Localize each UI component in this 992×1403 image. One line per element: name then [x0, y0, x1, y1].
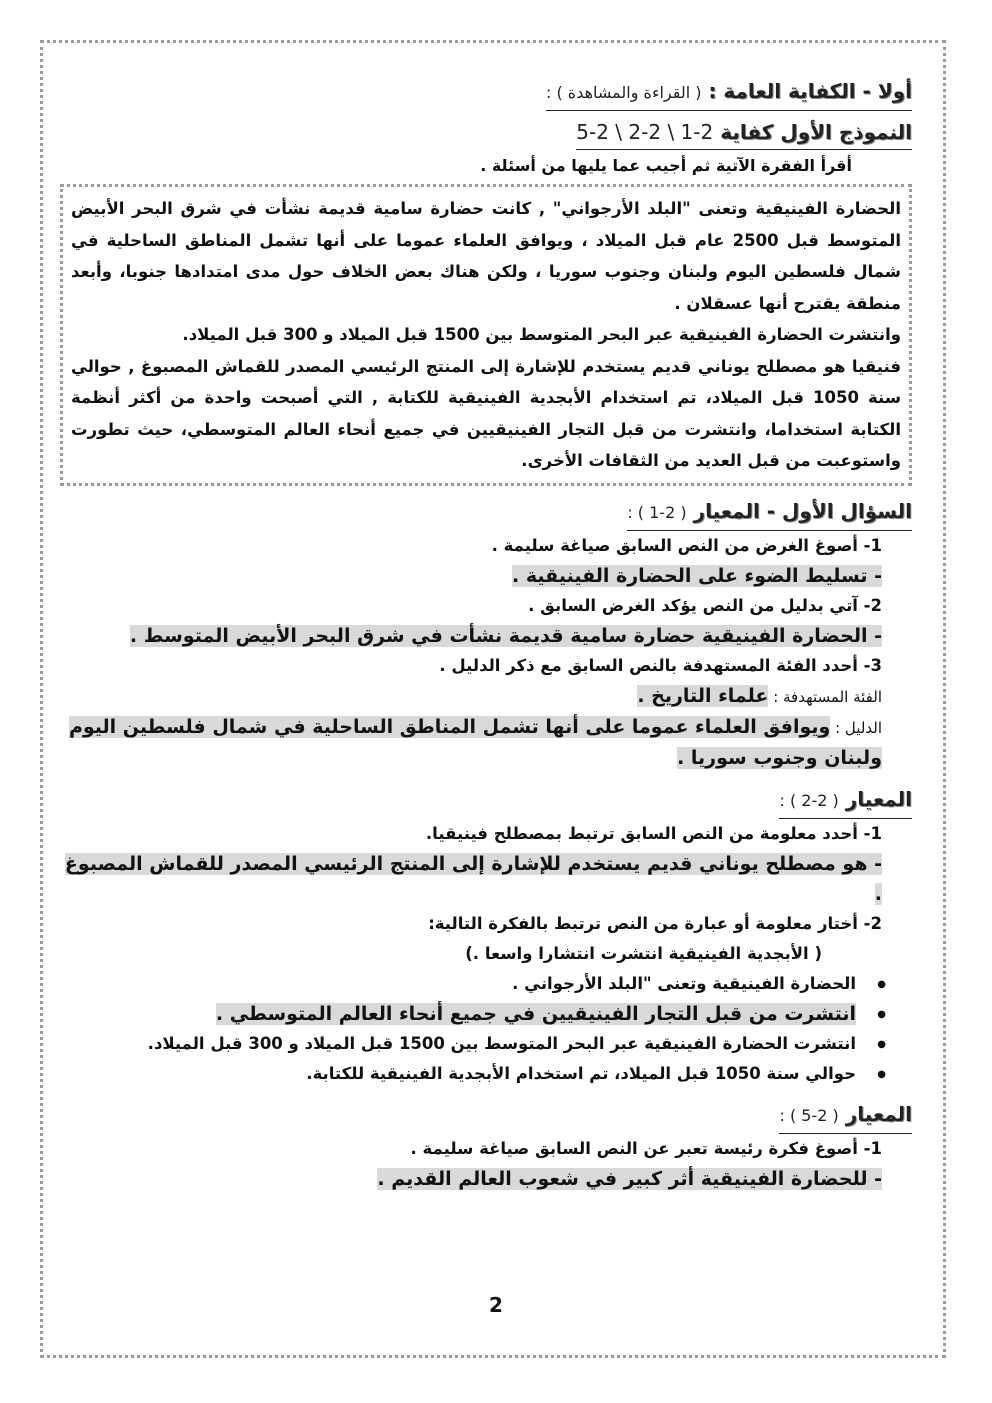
- answer-text: - هو مصطلح يوناني قديم يستخدم للإشارة إلى المنتج الرئيسي المصدر للقماش المصبوغ .: [64, 852, 882, 905]
- question-item: 1- أصوغ فكرة رئيسة تعبر عن النص السابق صياغة سليمة .: [410, 1138, 882, 1158]
- target-audience-line: [60, 681, 912, 712]
- question-item: 2- أختار معلومة أو عبارة من النص ترتبط بالفكرة التالية:: [428, 913, 882, 933]
- model-heading: [60, 117, 912, 150]
- evidence-value: ويوافق العلماء عموما على أنها تشمل المناطق الساحلية في شمال فلسطين اليوم ولبنان وجنوب سوريا .: [68, 715, 882, 769]
- main-heading: [60, 76, 912, 111]
- criterion-code: ( 2-5 ) :: [779, 1105, 839, 1125]
- option-item: ● حوالي سنة 1050 قبل الميلاد، تم استخدام الأبجدية الفينيقية للكتابة.: [60, 1059, 856, 1089]
- reading-passage: [60, 184, 912, 486]
- criterion-2-2-section: [60, 784, 912, 1089]
- evidence-label: الدليل :: [835, 718, 882, 737]
- question-item: 1- أصوغ الغرض من النص السابق صياغة سليمة .: [491, 535, 882, 555]
- criterion-heading: المعيار: [845, 786, 912, 811]
- criterion-heading: المعيار: [845, 1101, 912, 1126]
- document-body: [60, 76, 912, 1194]
- passage-paragraph: الحضارة الفينيقية وتعنى "البلد الأرجواني" , كانت حضارة سامية قديمة نشأت في شرق البحر الأبيض المتوسط قبل 2500 عام قبل الميلاد ، ويوافق العلماء عموما على أنها تشمل المناطق الساحلية في شمال فلسطين اليوم ولبنان وجنوب سوريا ، ولكن هناك بعض الخلاف حول مدى امتدادها جنوبا، وأبعد منطقة يقترح أنها عسقلان .: [71, 199, 901, 313]
- model-heading-codes: 2-1 \ 2-2 \ 2-5: [576, 120, 714, 144]
- answer-text: - للحضارة الفينيقية أثر كبير في شعوب العالم القديم .: [377, 1167, 882, 1190]
- main-heading-title: أولا - الكفاية العامة :: [708, 79, 912, 103]
- target-label: الفئة المستهدفة :: [773, 687, 882, 706]
- passage-paragraph: فنيقيا هو مصطلح يوناني قديم يستخدم للإشارة إلى المنتج الرئيسي المصدر للقماش المصبوغ , حوالي سنة 1050 قبل الميلاد، تم استخدام الأبجدية الفينيقية للكتابة , التي أصبحت واحدة من أكثر أنظمة الكتابة استخداما، وانتشرت من قبل التجار الفينيقيين في جميع أنحاء العالم المتوسطي، حيث تطورت واستوعبت من قبل العديد من الثقافات الأخرى.: [71, 356, 901, 470]
- answer-text: - تسليط الضوء على الحضارة الفينيقية .: [512, 564, 882, 587]
- target-value: علماء التاريخ .: [637, 684, 769, 707]
- passage-paragraph: وانتشرت الحضارة الفينيقية عبر البحر المتوسط بين 1500 قبل الميلاد و 300 قبل الميلاد.: [182, 325, 901, 344]
- instruction: أقرأ الفقرة الآتية ثم أجيب عما يليها من أسئلة .: [480, 156, 852, 175]
- question-1-heading: السؤال الأول - المعيار: [693, 498, 912, 523]
- question-1-section: [60, 496, 912, 774]
- criterion-code: ( 2-2 ) :: [779, 790, 839, 810]
- page-number: 2: [489, 1293, 503, 1317]
- question-item: 1- أحدد معلومة من النص السابق ترتبط بمصطلح فينيقيا.: [425, 823, 882, 843]
- option-item: ● الحضارة الفينيقية وتعنى "البلد الأرجواني .: [60, 969, 856, 999]
- criterion-2-5-section: [60, 1099, 912, 1194]
- question-item: 3- أحدد الفئة المستهدفة بالنص السابق مع ذكر الدليل .: [439, 655, 882, 675]
- question-item: 2- آتي بدليل من النص يؤكد الغرض السابق .: [528, 595, 882, 615]
- options-list: [60, 969, 912, 1089]
- idea-statement: ( الأبجدية الفينيقية انتشرت انتشارا واسعا .): [465, 943, 822, 963]
- model-heading-title: النموذج الأول كفاية: [720, 120, 912, 144]
- evidence-line: [60, 712, 912, 774]
- question-1-criterion: ( 2-1 ) :: [627, 502, 687, 522]
- main-heading-tail: ( القراءة والمشاهدة ) :: [546, 83, 702, 102]
- option-item-selected: انتشرت من قبل التجار الفينيقيين في جميع أنحاء العالم المتوسطي .: [215, 1002, 856, 1025]
- option-item: ● انتشرت الحضارة الفينيقية عبر البحر المتوسط بين 1500 قبل الميلاد و 300 قبل الميلاد.: [60, 1029, 856, 1059]
- answer-text: - الحضارة الفينيقية حضارة سامية قديمة نشأت في شرق البحر الأبيض المتوسط .: [129, 624, 882, 647]
